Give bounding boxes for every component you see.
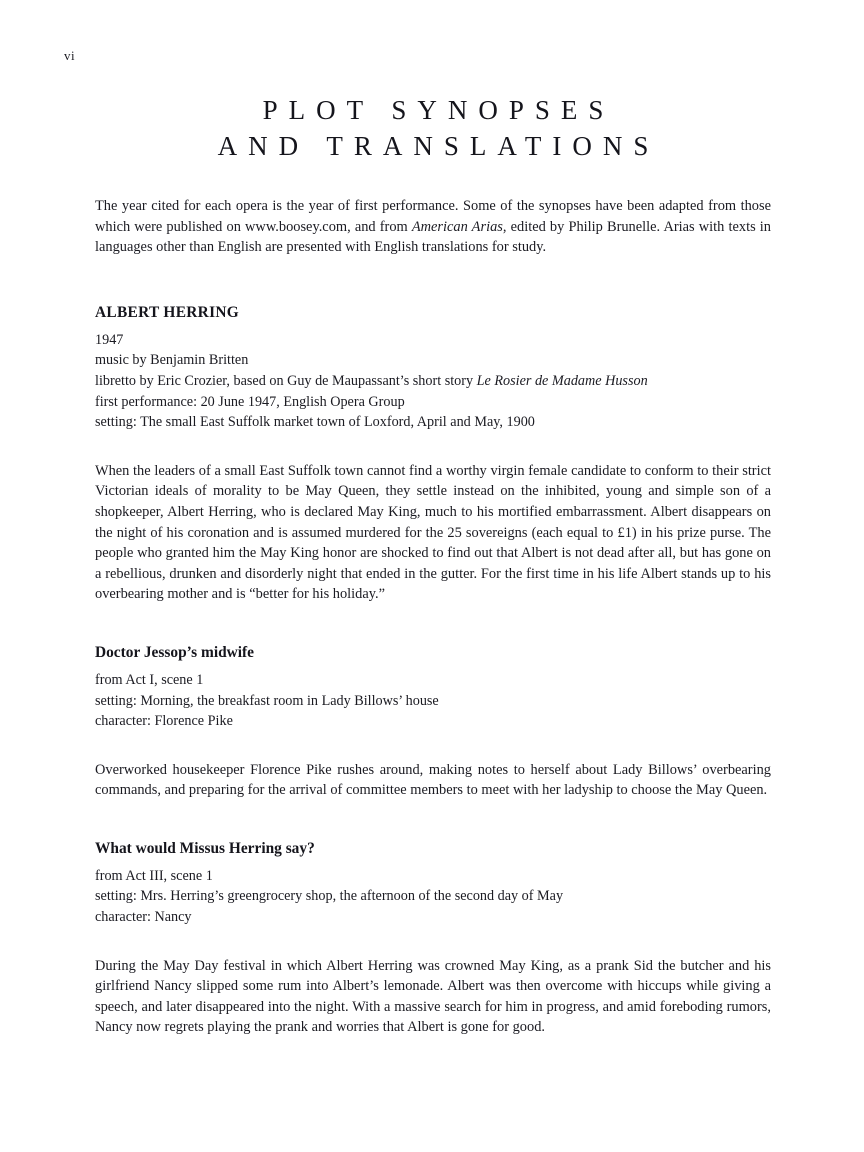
credit-setting: setting: The small East Suffolk market town of Loxford, April and May, 1900: [95, 414, 535, 431]
aria-description-2: During the May Day festival in which Albert Herring was crowned May King, as a prank Sid the butcher and his girlfriend Nancy slipped some rum into Albert’s lemonade. Albert was then overcome with hiccups while giving a speech, and later disappeared into the night. With a massive search for him in progress, and amid foreboding rumors, Nancy now regrets playing the prank and worries that Albert is gone for good.: [95, 957, 771, 1036]
credit-music: music by Benjamin Britten: [95, 352, 249, 369]
page-title-line-2: AND TRANSLATIONS: [217, 131, 660, 161]
aria-title-1: Doctor Jessop’s midwife: [95, 643, 255, 661]
page-number: vi: [64, 48, 76, 63]
spacer: [95, 928, 771, 956]
credit-libretto: [95, 371, 771, 392]
intro-italic-work: American Arias: [411, 218, 503, 235]
aria-credits-list-2: [95, 866, 771, 928]
document-body: [95, 196, 771, 1038]
aria-character-1: character: Florence Pike: [95, 713, 233, 730]
page-title-line-1: PLOT SYNOPSES: [262, 95, 615, 125]
opera-heading: ALBERT HERRING: [95, 303, 240, 321]
credit-libretto-source: Le Rosier de Madame Husson: [476, 372, 648, 389]
aria-setting-1: setting: Morning, the breakfast room in Lady Billows’ house: [95, 692, 439, 709]
spacer: [95, 258, 771, 302]
aria-setting-2: setting: Mrs. Herring’s greengrocery shop, the afternoon of the second day of May: [95, 888, 564, 905]
credit-first-performance: first performance: 20 June 1947, English Opera Group: [95, 393, 405, 410]
spacer: [95, 801, 771, 838]
credit-year: 1947: [95, 331, 124, 348]
spacer: [95, 433, 771, 461]
spacer: [95, 732, 771, 760]
aria-from-1: from Act I, scene 1: [95, 671, 204, 688]
intro-text-part-2: , edited by Philip Brunelle. Arias with texts in languages other than English are presented with English translations for study.: [95, 218, 772, 256]
aria-title-2: What would Missus Herring say?: [95, 839, 315, 857]
credit-libretto-prefix: libretto by Eric Crozier, based on Guy de Maupassant’s short story: [95, 372, 477, 389]
aria-character-2: character: Nancy: [95, 909, 192, 926]
intro-text-part-1: The year cited for each opera is the year of first performance. Some of the synopses have been adapted from those which were published on www.boosey.com, and from: [95, 198, 771, 235]
opera-synopsis-paragraph: When the leaders of a small East Suffolk town cannot find a worthy virgin female candidate to conform to their strict Victorian ideals of morality to be May Queen, they settle instead on the inhibited, young and simple son of a shopkeeper, Albert Herring, who is declared May King, much to his mortified embarrassment. Albert disappears on the night of his coronation and is assumed murdered for the 25 sovereigns (each equal to £1) in his prize purse. The people who granted him the May King honor are shocked to find out that Albert is not dead after all, but has gone on a rebellious, drunken and disorderly night that ended in the gutter. For the first time in his life Albert stands up to his overbearing mother and is “better for his holiday.”: [95, 462, 771, 603]
aria-credits-list-1: [95, 670, 771, 732]
page-title: [95, 92, 771, 164]
aria-from-2: from Act III, scene 1: [95, 867, 213, 884]
opera-credits-list: [95, 330, 771, 433]
intro-paragraph: [95, 196, 771, 258]
aria-description-1: Overworked housekeeper Florence Pike rushes around, making notes to herself about Lady Billows’ overbearing commands, and preparing for the arrival of committee members to meet with her ladyship to choose the May Queen.: [95, 761, 771, 799]
spacer: [95, 605, 771, 642]
